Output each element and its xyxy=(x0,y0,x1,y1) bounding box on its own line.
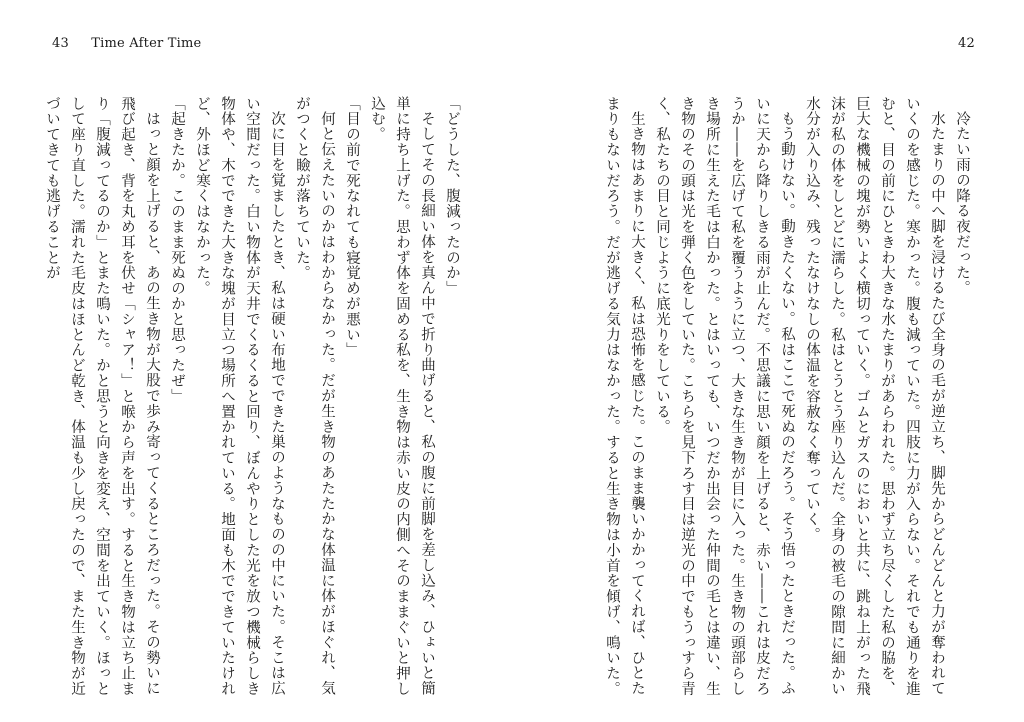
paragraph: そしてその長細い体を真ん中で折り曲げると、私の腹に前脚を差し込み、ひょいと簡単に持ち上げた。思わず体を固める私を、生き物は赤い皮の内側へそのままぐいと押し込む。 xyxy=(369,96,435,697)
dialogue-line: 「目の前で死なれても寝覚めが悪い」 xyxy=(344,96,360,358)
book-title: Time After Time xyxy=(91,36,202,51)
paragraph: 次に目を覚ましたとき、私は硬い布地でできた巣のようなものの中にいた。そこは広い空間だった。白い物体が天井でくるくると回り、ぼんやりとした光を放つ機械らしき物体や、木でできた大きな塊が目立つ場所へ置かれている。地面も木でできていたけれど、外ほど寒くはなかった。 xyxy=(194,96,285,697)
right-page-body xyxy=(594,96,974,708)
left-page-body xyxy=(46,96,464,708)
right-page-number: 42 xyxy=(958,36,975,51)
paragraph: 生き物はあまりに大きく、私は恐怖を感じた。このまま襲いかかってくれば、ひとたまりもないだろう。だが逃げる気力はなかった。すると生き物は小首を傾げ、鳴いた。 xyxy=(604,96,645,697)
dialogue-line: 「起きたか。このまま死ぬのかと思ったぜ」 xyxy=(169,96,185,404)
left-running-head xyxy=(52,36,201,51)
paragraph: 冷たい雨の降る夜だった。 xyxy=(954,110,970,296)
paragraph: もう動けない。動きたくない。私はここで死ぬのだろう。そう悟ったときだった。ふいに天から降りしきる雨が止んだ。不思議に思い顔を上げると、赤い――これは皮だろうか――を広げて私を覆うように立つ、大きな生き物が目に入った。生き物の頭部らしき場所に生えた毛は白かった。とはいっても、いつだか出会った仲間の毛とは違い、生き物のその頭は光を弾く色をしていた。こちらを見下ろす目は逆光の中でもうっすら青く、私たちの目と同じように底光りをしている。 xyxy=(654,96,795,697)
paragraph: 何と伝えたいのかはわからなかった。だが生き物のあたたかな体温に体がほぐれ、気がつくと瞼が落ちていた。 xyxy=(294,96,335,696)
dialogue-line: 「どうした、腹減ったのか」 xyxy=(444,96,460,297)
paragraph: 水たまりの中へ脚を浸けるたび全身の毛が逆立ち、脚先からどんどんと力が奪われていくのを感じた。寒かった。腹も減っていた。四肢に力が入らない。それでも通りを進むと、目の前にひときわ大きな水たまりがあらわれた。思わず立ち尽くした私の脇を、巨大な機械の塊が勢いよく横切っていく。ゴムとガスのにおいと共に、跳ね上がった飛沫が私の体をしとどに濡らした。私はとうとう座り込んだ。全身の被毛の隙間に細かい水分が入り込み、残ったなけなしの体温を容赦なく奪っていく。 xyxy=(804,96,945,697)
left-page-number: 43 xyxy=(52,36,69,51)
paragraph: はっと顔を上げると、あの生き物が大股で歩み寄ってくるところだった。その勢いに飛び起き、背を丸め耳を伏せ「シャア！」と喉から声を出す。すると生き物は立ち止まり「腹減ってるのか」とまた鳴いた。かと思うと向きを変え、空間を出ていく。ほっとして座り直した。濡れた毛皮はほとんど乾き、体温も少し戻ったので、また生き物が近づいてきても逃げることが xyxy=(44,96,160,697)
